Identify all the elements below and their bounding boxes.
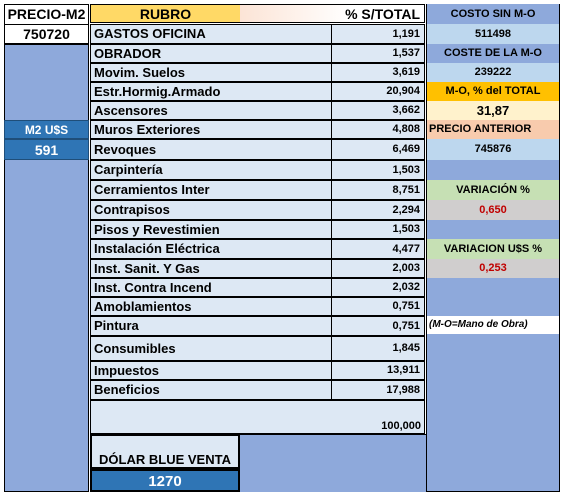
rubro-pct-cell[interactable]: 2,294 <box>331 200 425 220</box>
rubro-name-cell[interactable]: Cerramientos Inter <box>90 180 332 200</box>
rubro-pct-cell[interactable]: 0,751 <box>331 297 425 316</box>
rubro-pct-cell[interactable]: 8,751 <box>331 180 425 200</box>
rubro-pct-cell[interactable]: 1,503 <box>331 160 425 180</box>
rubro-pct-cell[interactable]: 3,619 <box>331 63 425 82</box>
header-rubro[interactable]: RUBRO <box>90 4 240 23</box>
rubro-name-cell[interactable]: Consumibles <box>90 336 332 361</box>
rubro-name-cell[interactable]: Contrapisos <box>90 200 332 220</box>
rubro-pct-cell[interactable]: 4,477 <box>331 239 425 259</box>
rubro-name-cell[interactable]: Impuestos <box>90 361 332 380</box>
rubro-pct-cell[interactable]: 17,988 <box>331 380 425 400</box>
rubro-pct-cell[interactable]: 1,845 <box>331 336 425 361</box>
rubro-pct-cell[interactable]: 4,808 <box>331 120 425 139</box>
rubro-name-cell[interactable]: Carpintería <box>90 160 332 180</box>
rubro-name-cell[interactable]: Movim. Suelos <box>90 63 332 82</box>
rubro-name-cell[interactable]: GASTOS OFICINA <box>90 24 332 44</box>
rubro-pct-cell[interactable]: 2,032 <box>331 278 425 297</box>
variacion-uss-value[interactable]: 0,253 <box>427 259 559 278</box>
dolar-blue-label[interactable]: DÓLAR BLUE VENTA <box>90 434 240 469</box>
variacion-value[interactable]: 0,650 <box>427 200 559 220</box>
coste-mo-value[interactable]: 239222 <box>427 63 559 82</box>
rubro-name-cell[interactable]: Inst. Contra Incend <box>90 278 332 297</box>
mo-pct-label[interactable]: M-O, % del TOTAL <box>427 82 559 101</box>
m2-uss-value[interactable]: 591 <box>4 139 89 160</box>
m2-uss-label[interactable]: M2 U$S <box>4 120 89 139</box>
rubro-pct-cell[interactable]: 1,191 <box>331 24 425 44</box>
rubro-pct-cell[interactable]: 13,911 <box>331 361 425 380</box>
rubro-pct-cell[interactable]: 3,662 <box>331 101 425 120</box>
variacion-label[interactable]: VARIACIÓN % <box>427 180 559 200</box>
rubro-pct-cell[interactable]: 0,751 <box>331 316 425 336</box>
variacion-uss-label[interactable]: VARIACION U$S % <box>427 239 559 259</box>
rubro-pct-cell[interactable]: 2,003 <box>331 259 425 278</box>
rubro-pct-cell[interactable]: 6,469 <box>331 139 425 160</box>
dolar-blue-value[interactable]: 1270 <box>90 469 240 492</box>
rubro-pct-cell[interactable]: 1,537 <box>331 44 425 63</box>
rubro-name-cell[interactable]: Pisos y Revestimien <box>90 220 332 239</box>
rubro-name-cell[interactable]: Inst. Sanit. Y Gas <box>90 259 332 278</box>
bottom-filler <box>240 434 426 492</box>
costo-sin-mo-value[interactable]: 511498 <box>427 24 559 44</box>
rubro-name-cell[interactable]: Ascensores <box>90 101 332 120</box>
rubro-name-cell[interactable]: Muros Exteriores <box>90 120 332 139</box>
costo-sin-mo-label[interactable]: COSTO SIN M-O <box>427 4 559 24</box>
rubro-name-cell[interactable]: Estr.Hormig.Armado <box>90 82 332 101</box>
precio-m2-label[interactable]: PRECIO-M2 <box>4 4 89 25</box>
coste-mo-label[interactable]: COSTE DE LA M-O <box>427 44 559 63</box>
precio-anterior-value[interactable]: 745876 <box>427 139 559 160</box>
total-value: 100,000 <box>381 420 421 432</box>
left-column-background <box>4 44 89 492</box>
mo-pct-value[interactable]: 31,87 <box>427 101 559 120</box>
rubro-name-cell[interactable]: Instalación Eléctrica <box>90 239 332 259</box>
precio-m2-value[interactable]: 750720 <box>4 24 89 44</box>
rubro-name-cell[interactable]: Revoques <box>90 139 332 160</box>
rubro-pct-cell[interactable]: 1,503 <box>331 220 425 239</box>
rubro-name-cell[interactable]: Amoblamientos <box>90 297 332 316</box>
precio-anterior-label[interactable]: PRECIO ANTERIOR <box>427 120 559 139</box>
header-pct-total[interactable]: % S/TOTAL <box>240 4 425 23</box>
rubro-name-cell[interactable]: OBRADOR <box>90 44 332 63</box>
mano-de-obra-note: (M-O=Mano de Obra) <box>427 316 559 334</box>
rubro-pct-cell[interactable]: 20,904 <box>331 82 425 101</box>
rubro-name-cell[interactable]: Pintura <box>90 316 332 336</box>
rubro-name-cell[interactable]: Beneficios <box>90 380 332 400</box>
